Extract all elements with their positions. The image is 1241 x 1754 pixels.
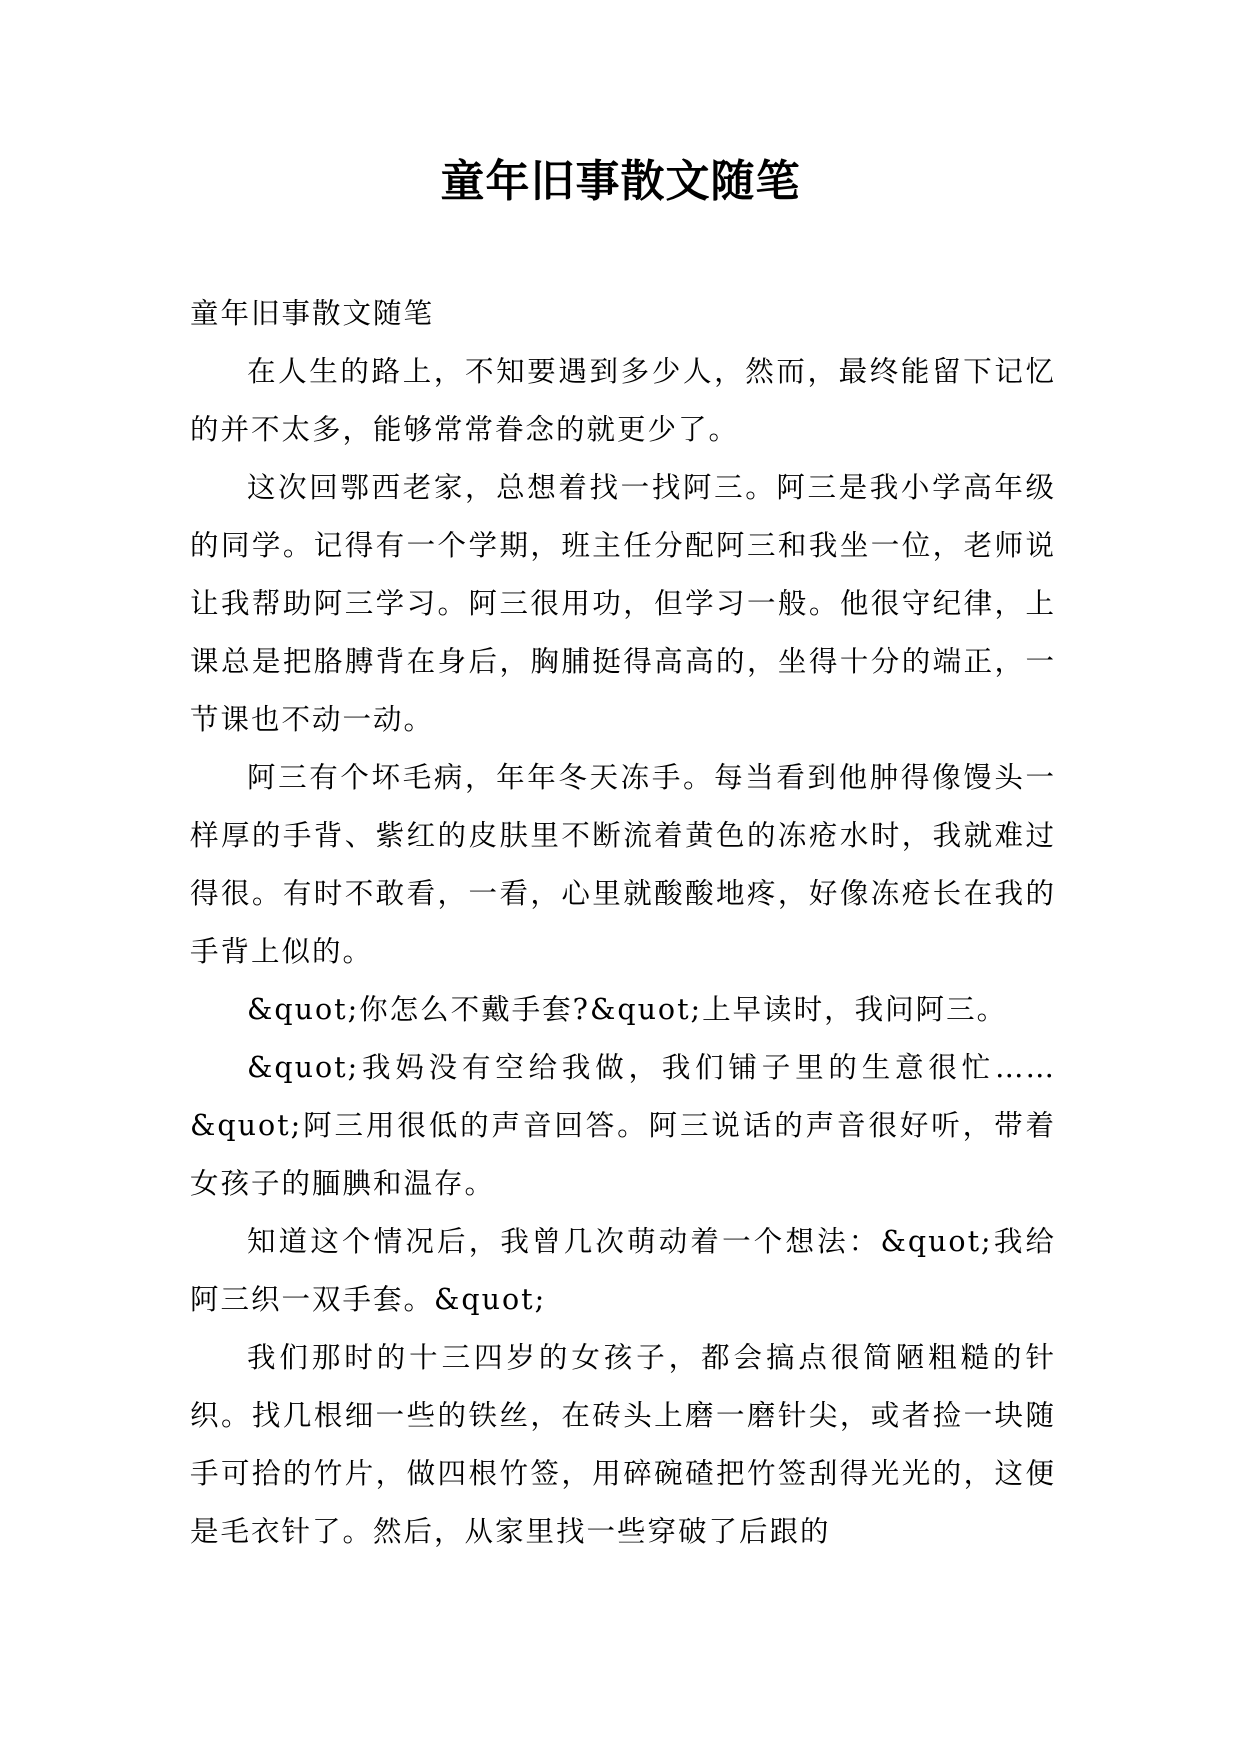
subtitle-paragraph: 童年旧事散文随笔 (190, 297, 435, 330)
document-title: 童年旧事散文随笔 (440, 156, 801, 207)
body-paragraph: 阿三有个坏毛病，年年冬天冻手。每当看到他肿得像馒头一样厚的手背、紫红的皮肤里不断流着黄色的冻疮水时，我就难过得很。有时不敢看，一看，心里就酸酸地疼，好像冻疮长在我的手背上似的。 (190, 761, 1056, 968)
body-paragraph: 在人生的路上，不知要遇到多少人，然而，最终能留下记忆的并不太多，能够常常眷念的就更少了。 (190, 355, 1056, 446)
body-paragraph: &quot;你怎么不戴手套?&quot;上早读时，我问阿三。 (247, 993, 1008, 1026)
document-body (190, 285, 1056, 1561)
body-paragraph: 这次回鄂西老家，总想着找一找阿三。阿三是我小学高年级的同学。记得有一个学期，班主任分配阿三和我坐一位，老师说让我帮助阿三学习。阿三很用功，但学习一般。他很守纪律，上课总是把胳膊背在身后，胸脯挺得高高的，坐得十分的端正，一节课也不动一动。 (190, 471, 1056, 736)
body-paragraph: 知道这个情况后，我曾几次萌动着一个想法：&quot;我给阿三织一双手套。&quot; (190, 1225, 1056, 1316)
body-paragraph: 我们那时的十三四岁的女孩子，都会搞点很简陋粗糙的针织。找几根细一些的铁丝，在砖头上磨一磨针尖，或者捡一块随手可拾的竹片，做四根竹签，用碎碗碴把竹签刮得光光的，这便是毛衣针了。然后，从家里找一些穿破了后跟的 (190, 1341, 1056, 1548)
body-paragraph: &quot;我妈没有空给我做，我们铺子里的生意很忙……&quot;阿三用很低的声音回答。阿三说话的声音很好听，带着女孩子的腼腆和温存。 (190, 1051, 1056, 1200)
